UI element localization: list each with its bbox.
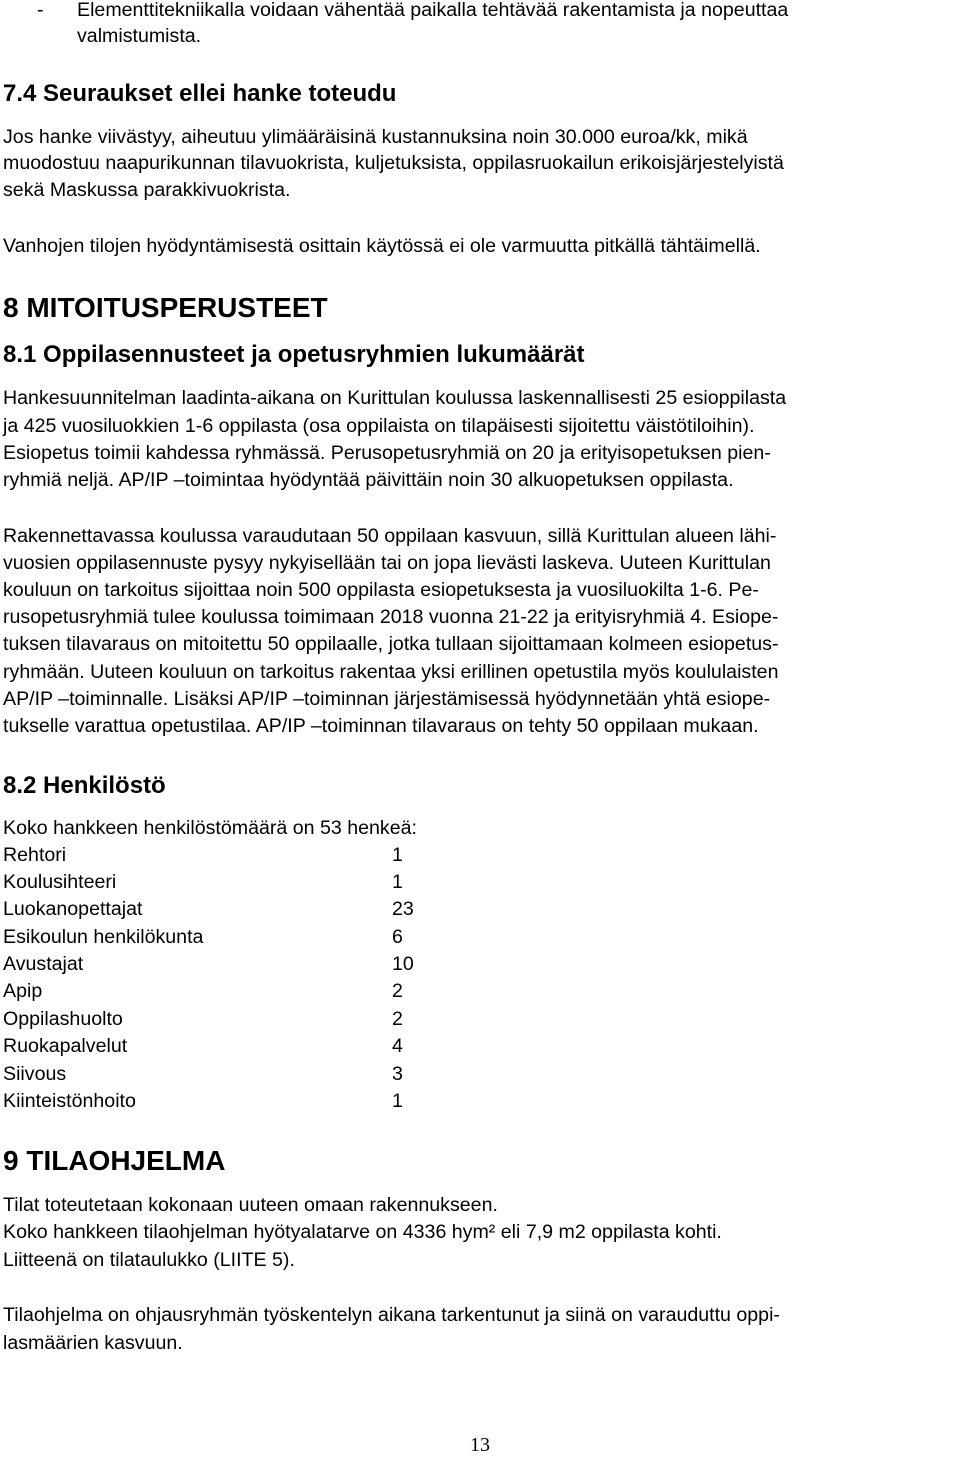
paragraph-line: tukselle varattua opetustilaa. AP/IP –toiminnan tilavaraus on tehty 50 oppilaan mukaan. <box>3 715 759 737</box>
staff-row <box>3 924 403 950</box>
paragraph-line: Koko hankkeen tilaohjelman hyötyalatarve on 4336 hym² eli 7,9 m2 oppilasta kohti. <box>3 1221 722 1243</box>
paragraph-line: Tilat toteutetaan kokonaan uuteen omaan rakennukseen. <box>3 1194 498 1216</box>
bullet-line: Elementtitekniikalla voidaan vähentää paikalla tehtävää rakentamista ja nopeuttaa <box>77 0 789 21</box>
staff-role: Kiinteistönhoito <box>3 1090 136 1112</box>
section-9-heading: 9 TILAOHJELMA <box>3 1145 226 1176</box>
paragraph-line: Tilaohjelma on ohjausryhmän työskentelyn aikana tarkentunut ja siinä on varauduttu oppi- <box>3 1304 780 1326</box>
staff-row <box>3 842 403 868</box>
section-7-4-heading: 7.4 Seuraukset ellei hanke toteudu <box>3 80 397 107</box>
staff-row <box>3 1033 403 1059</box>
staff-count: 6 <box>392 926 403 948</box>
staff-role: Avustajat <box>3 953 84 975</box>
staff-count: 2 <box>392 1008 403 1030</box>
staff-row <box>3 951 414 977</box>
staff-role: Koulusihteeri <box>3 871 117 893</box>
paragraph-line: Liitteenä on tilataulukko (LIITE 5). <box>3 1249 295 1271</box>
paragraph-line: AP/IP –toiminnalle. Lisäksi AP/IP –toiminnan järjestämisessä hyödynnetään yhtä esiope- <box>3 688 771 710</box>
staff-row <box>3 978 403 1004</box>
paragraph-line: ja 425 vuosiluokkien 1-6 oppilasta (osa oppilaista on tilapäisesti sijoitettu väistötiloihin). <box>3 415 755 437</box>
section-8-heading: 8 MITOITUSPERUSTEET <box>3 292 328 323</box>
paragraph-line: Esiopetus toimii kahdessa ryhmässä. Perusopetusryhmiä on 20 ja erityisopetuksen pien- <box>3 442 771 464</box>
staff-row <box>3 1061 403 1087</box>
staff-role: Luokanopettajat <box>3 898 143 920</box>
bullet-line: valmistumista. <box>77 25 202 47</box>
bullet-marker: - <box>37 0 44 21</box>
staff-role: Ruokapalvelut <box>3 1035 128 1057</box>
staff-row <box>3 896 414 922</box>
staff-row <box>3 1088 403 1114</box>
staff-intro: Koko hankkeen henkilöstömäärä on 53 henkeä: <box>3 817 417 839</box>
paragraph-line: kouluun on tarkoitus sijoittaa noin 500 oppilasta esiopetuksesta ja vuosiluokilta 1-6. Pe- <box>3 579 759 601</box>
staff-count: 1 <box>392 1090 403 1112</box>
page-number: 13 <box>470 1434 490 1456</box>
staff-role: Siivous <box>3 1063 67 1085</box>
section-8-1-heading: 8.1 Oppilasennusteet ja opetusryhmien lukumäärät <box>3 341 585 368</box>
paragraph-line: Jos hanke viivästyy, aiheutuu ylimääräisinä kustannuksina noin 30.000 euroa/kk, mikä <box>3 126 748 148</box>
staff-role: Oppilashuolto <box>3 1008 123 1030</box>
paragraph-line: sekä Maskussa parakkivuokrista. <box>3 179 291 201</box>
paragraph-line: muodostuu naapurikunnan tilavuokrista, kuljetuksista, oppilasruokailun erikoisjärjestelyistä <box>3 152 784 174</box>
staff-role: Esikoulun henkilökunta <box>3 926 204 948</box>
staff-role: Apip <box>3 980 43 1002</box>
paragraph-line: vuosien oppilasennuste pysyy nykyisellään tai on jopa lievästi laskeva. Uuteen Kurittulan <box>3 552 771 574</box>
paragraph-line: tuksen tilavaraus on mitoitettu 50 oppilaalle, jotka tullaan sijoittamaan kolmeen esiopetus- <box>3 633 779 655</box>
staff-count: 10 <box>392 953 414 975</box>
staff-row <box>3 1006 403 1032</box>
staff-count: 4 <box>392 1035 403 1057</box>
staff-role: Rehtori <box>3 844 67 866</box>
paragraph-line: Vanhojen tilojen hyödyntämisestä osittain käytössä ei ole varmuutta pitkällä tähtäimellä. <box>3 235 761 257</box>
paragraph-line: Rakennettavassa koulussa varaudutaan 50 oppilaan kasvuun, sillä Kurittulan alueen lähi- <box>3 525 777 547</box>
paragraph-line: ryhmiä neljä. AP/IP –toimintaa hyödyntää päivittäin noin 30 alkuopetuksen oppilasta. <box>3 469 734 491</box>
staff-count: 23 <box>392 898 414 920</box>
paragraph-line: Hankesuunnitelman laadinta-aikana on Kurittulan koulussa laskennallisesti 25 esioppilasta <box>3 387 787 409</box>
staff-count: 1 <box>392 871 403 893</box>
staff-row <box>3 869 403 895</box>
section-8-2-heading: 8.2 Henkilöstö <box>3 772 166 799</box>
paragraph-line: lasmäärien kasvuun. <box>3 1332 183 1354</box>
staff-count: 2 <box>392 980 403 1002</box>
staff-count: 1 <box>392 844 403 866</box>
staff-count: 3 <box>392 1063 403 1085</box>
paragraph-line: rusopetusryhmiä tulee koulussa toimimaan 2018 vuonna 21-22 ja erityisryhmiä 4. Esiope- <box>3 606 779 628</box>
paragraph-line: ryhmään. Uuteen kouluun on tarkoitus rakentaa yksi erillinen opetustila myös koululaisten <box>3 661 779 683</box>
